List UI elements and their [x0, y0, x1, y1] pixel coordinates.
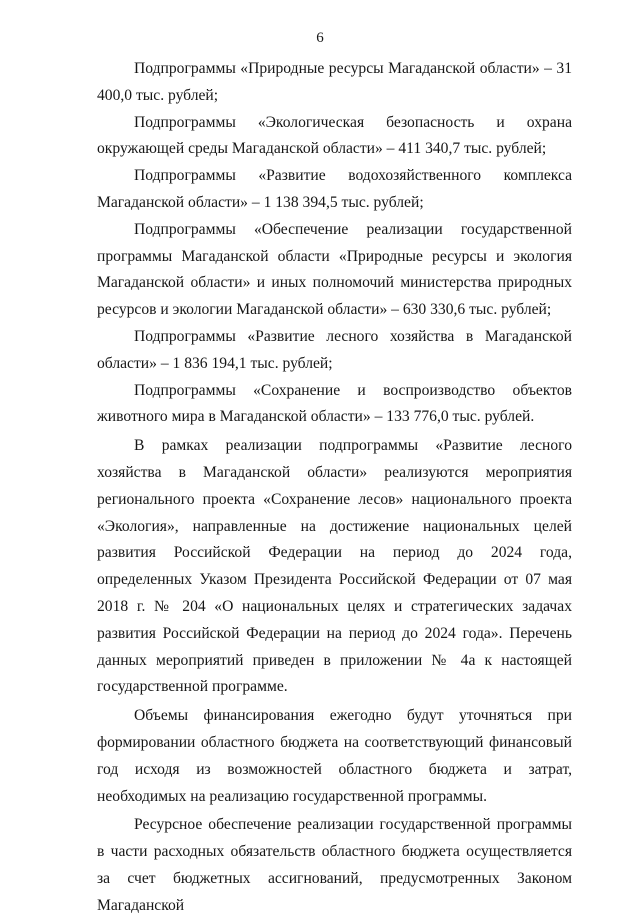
paragraph-financing-volumes: Объемы финансирования ежегодно будут уточняться при формировании областного бюджета на соответствующий финансовый год исходя из возможностей областного бюджета и затрат, необходимых на реализацию государственной программы.	[97, 707, 572, 805]
paragraph-resource-support: Ресурсное обеспечение реализации государственной программы в части расходных обязательств областного бюджета осуществляется за счет бюджетных ассигнований, предусмотренных Законом Магаданской	[97, 816, 572, 914]
document-body	[97, 56, 572, 920]
paragraph-ecological-safety: Подпрограммы «Экологическая безопасность и охрана окружающей среды Магаданской области» – 411 340,7 тыс. рублей;	[97, 113, 572, 158]
paragraph-natural-resources: Подпрограммы «Природные ресурсы Магаданской области» – 31 400,0 тыс. рублей;	[97, 60, 572, 104]
paragraph-national-project: В рамках реализации подпрограммы «Развитие лесного хозяйства в Магаданской области» реализуются мероприятия регионального проекта «Сохранение лесов» национального проекта «Экология», направленные на достижение национальных целей развития Российской Федерации на период до 2024 года, определенных Указом Президента Российской Федерации от 07 мая 2018 г. № 204 «О национальных целях и стратегических задачах развития Российской Федерации на период до 2024 года». Перечень данных мероприятий приведен в приложении № 4а к настоящей государственной программе.	[97, 437, 572, 696]
page-number: 6	[316, 30, 324, 46]
paragraph-forestry: Подпрограммы «Развитие лесного хозяйства в Магаданской области» – 1 836 194,1 тыс. рублей;	[97, 327, 572, 372]
paragraph-program-support: Подпрограммы «Обеспечение реализации государственной программы Магаданской области «Природные ресурсы и экология Магаданской области» и иных полномочий министерства природных ресурсов и экологии Магаданской области» – 630 330,6 тыс. рублей;	[97, 220, 572, 319]
paragraph-water-management: Подпрограммы «Развитие водохозяйственного комплекса Магаданской области» – 1 138 394,5 тыс. рублей;	[97, 167, 572, 211]
paragraph-wildlife: Подпрограммы «Сохранение и воспроизводство объектов животного мира в Магаданской области» – 133 776,0 тыс. рублей.	[97, 381, 572, 426]
